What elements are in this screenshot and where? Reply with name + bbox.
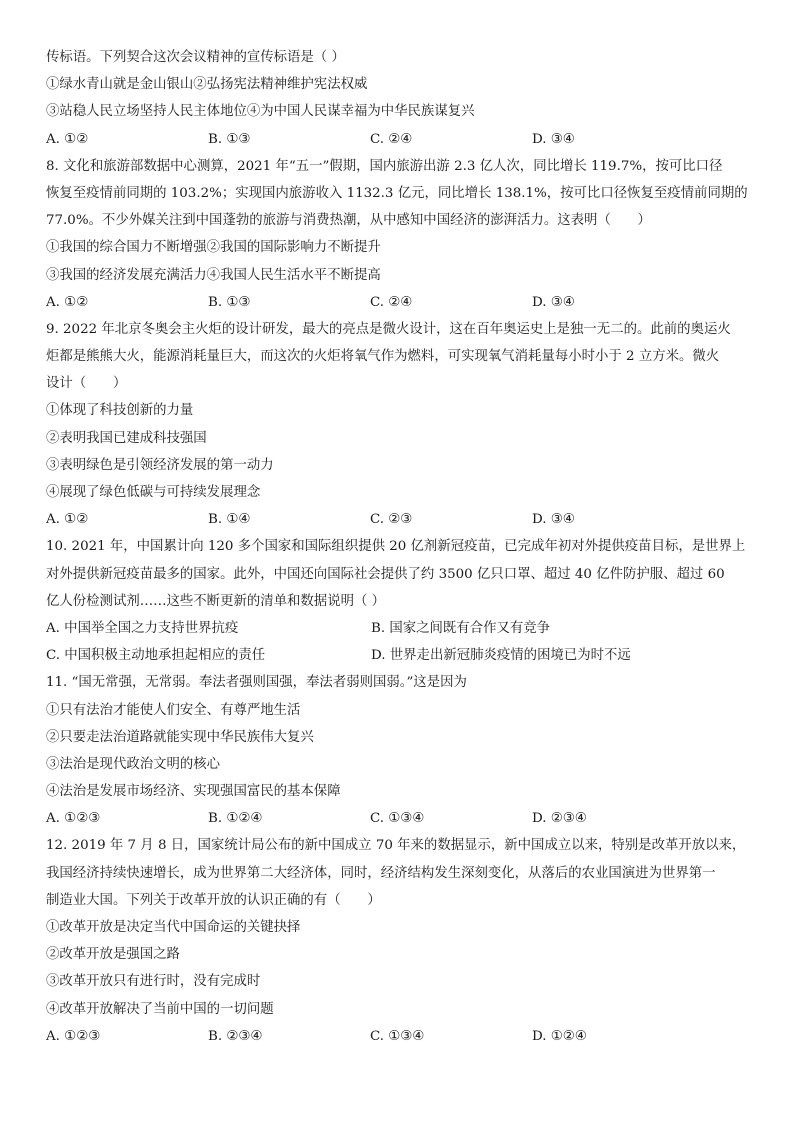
option-b[interactable]: B. ①④	[208, 512, 251, 528]
statement-item: ③表明绿色是引领经济发展的第一动力	[46, 457, 274, 473]
question-12	[46, 832, 752, 1050]
question-8	[46, 153, 752, 316]
option-c[interactable]: C. ②③	[370, 512, 413, 528]
option-b[interactable]: B. ①②④	[208, 811, 263, 827]
option-d[interactable]: D. ①②④	[532, 1028, 587, 1044]
option-a[interactable]: A. ①②③	[46, 811, 101, 827]
question-stem: 设计（ ）	[46, 376, 127, 392]
question-stem: 对外提供新冠疫苗最多的国家。此外，中国还向国际社会提供了约 3500 亿只口罩、超过 40 亿件防护服、超过 60	[46, 566, 725, 582]
option-b[interactable]: B. ①③	[208, 294, 251, 310]
statement-item: ④改革开放解决了当前中国的一切问题	[46, 1001, 274, 1017]
statement-item: ③我国的经济发展充满活力④我国人民生活水平不断提高	[46, 267, 381, 283]
statement-item: ②改革开放是强国之路	[46, 947, 180, 963]
statement-item: ③站稳人民立场坚持人民主体地位④为中国人民谋幸福为中华民族谋复兴	[46, 104, 475, 120]
statement-item: ①体现了科技创新的力量	[46, 403, 194, 419]
statement-item: ③法治是现代政治文明的核心	[46, 756, 221, 772]
option-c[interactable]: C. ①③④	[370, 1028, 425, 1044]
question-stem: 10. 2021 年，中国累计向 120 多个国家和国际组织提供 20 亿剂新冠疫苗，已完成年初对外提供疫苗目标，是世界上	[46, 539, 746, 555]
question-stem: 11. “国无常强，无常弱。奉法者强则国强，奉法者弱则国弱。”这是因为	[46, 675, 467, 691]
question-stem: 炬都是熊熊大火，能源消耗量巨大，而这次的火炬将氧气作为燃料，可实现氧气消耗量每小时小于 2 立方米。微火	[46, 349, 720, 365]
question-stem: 恢复至疫情前同期的 103.2%；实现国内旅游收入 1132.3 亿元，同比增长 138.1%，按可比口径恢复至疫情前同期的	[46, 185, 748, 201]
question-stem: 我国经济持续快速增长，成为世界第二大经济体，同时，经济结构发生深刻变化，从落后的农业国演进为世界第一	[46, 865, 716, 881]
statement-item: ①只有法治才能使人们安全、有尊严地生活	[46, 702, 301, 718]
statement-item: ④法治是发展市场经济、实现强国富民的基本保障	[46, 784, 341, 800]
option-c[interactable]: C. 中国积极主动地承担起相应的责任	[46, 648, 266, 664]
option-c[interactable]: C. ①③④	[370, 811, 425, 827]
answer-options	[46, 642, 752, 669]
option-a[interactable]: A. ①②	[46, 294, 89, 310]
option-c[interactable]: C. ②④	[370, 131, 413, 147]
answer-options	[46, 615, 752, 642]
answer-options	[46, 1023, 752, 1050]
option-b[interactable]: B. ②③④	[208, 1028, 263, 1044]
option-d[interactable]: D. 世界走出新冠肺炎疫情的困境已为时不远	[371, 648, 631, 664]
question-7-continued	[46, 44, 752, 153]
option-d[interactable]: D. ③④	[532, 294, 575, 310]
statement-item: ①绿水青山就是金山银山②弘扬宪法精神维护宪法权威	[46, 77, 368, 93]
question-stem: 12. 2019 年 7 月 8 日，国家统计局公布的新中国成立 70 年来的数据显示，新中国成立以来，特别是改革开放以来，	[46, 838, 746, 854]
statement-item: ④展现了绿色低碳与可持续发展理念	[46, 485, 261, 500]
question-10	[46, 533, 752, 669]
option-a[interactable]: A. ①②	[46, 512, 89, 528]
answer-options	[46, 126, 752, 153]
question-stem: 77.0%。不少外媒关注到中国蓬勃的旅游与消费热潮，从中感知中国经济的澎湃活力。这表明（ ）	[46, 213, 651, 229]
answer-options	[46, 506, 752, 533]
option-a[interactable]: A. ①②③	[46, 1028, 101, 1044]
option-a[interactable]: A. ①②	[46, 131, 89, 147]
question-stem: 8. 文化和旅游部数据中心测算，2021 年“五一”假期，国内旅游出游 2.3 亿人次，同比增长 119.7%，按可比口径	[46, 158, 723, 174]
question-stem: 制造业大国。下列关于改革开放的认识正确的有（ ）	[46, 892, 381, 908]
exam-page	[46, 44, 752, 1050]
statement-item: ③改革开放只有进行时，没有完成时	[46, 974, 261, 990]
statement-item: ②只要走法治道路就能实现中华民族伟大复兴	[46, 729, 314, 745]
statement-item: ②表明我国已建成科技强国	[46, 430, 207, 446]
question-stem: 传标语。下列契合这次会议精神的宣传标语是（ ）	[46, 50, 345, 65]
option-d[interactable]: D. ③④	[532, 512, 575, 528]
question-9	[46, 316, 752, 534]
question-stem: 9. 2022 年北京冬奥会主火炬的设计研发，最大的亮点是微火设计，这在百年奥运史上是独一无二的。此前的奥运火	[46, 321, 731, 337]
option-b[interactable]: B. ①③	[208, 131, 251, 147]
statement-item: ①改革开放是决定当代中国命运的关键抉择	[46, 920, 301, 935]
option-d[interactable]: D. ③④	[532, 131, 575, 147]
option-d[interactable]: D. ②③④	[532, 811, 587, 827]
option-b[interactable]: B. 国家之间既有合作又有竞争	[371, 620, 551, 636]
question-stem: 亿人份检测试剂……这些不断更新的清单和数据说明（ ）	[46, 593, 386, 609]
option-c[interactable]: C. ②④	[370, 294, 413, 310]
answer-options	[46, 289, 752, 316]
question-11	[46, 669, 752, 832]
option-a[interactable]: A. 中国举全国之力支持世界抗疫	[46, 620, 239, 636]
answer-options	[46, 805, 752, 832]
statement-item: ①我国的综合国力不断增强②我国的国际影响力不断提升	[46, 240, 381, 256]
